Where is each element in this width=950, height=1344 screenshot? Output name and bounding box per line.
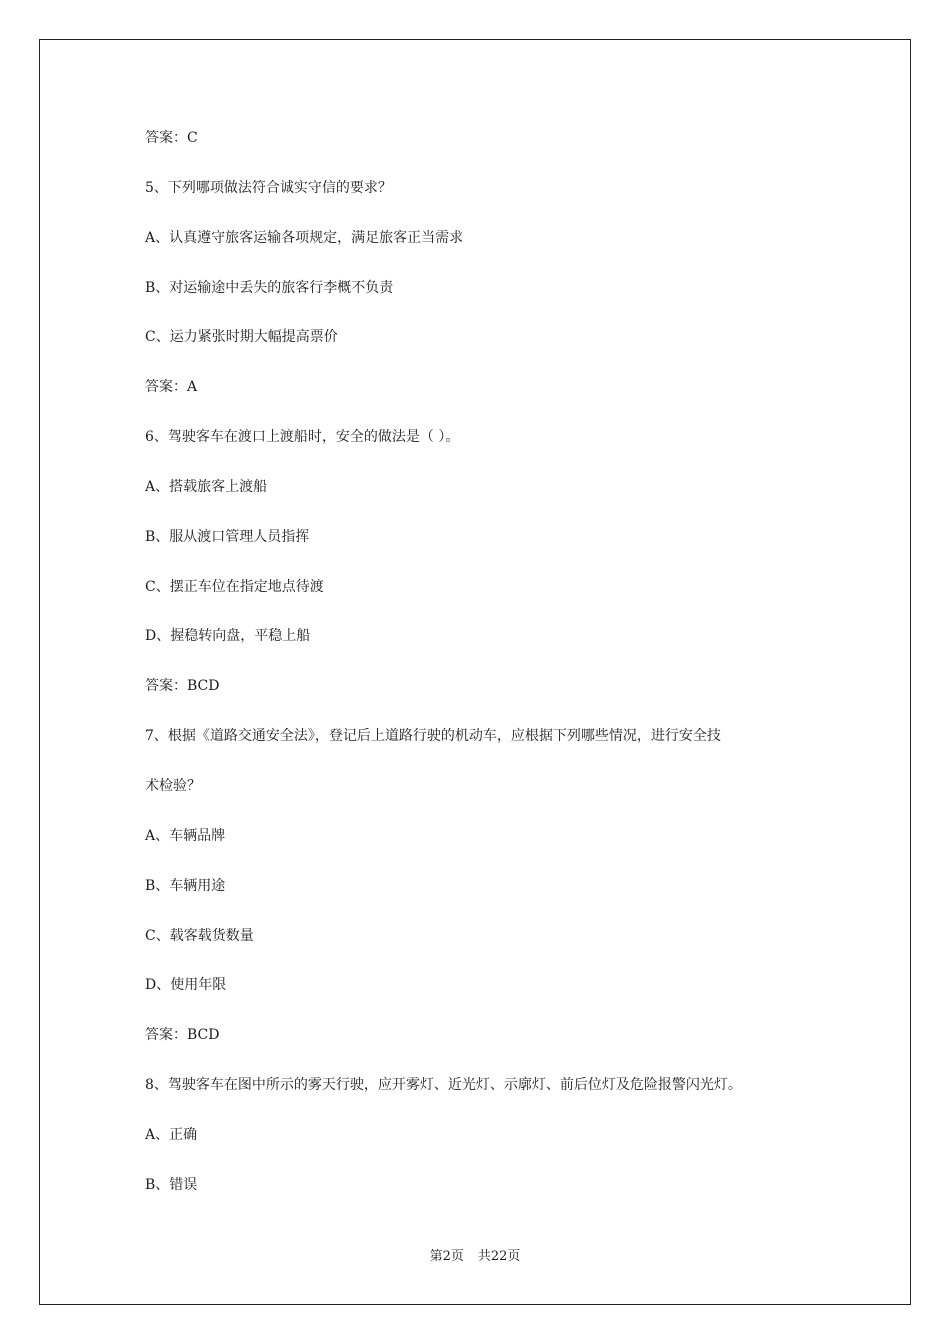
question-7-option-b: B、车辆用途 [145,877,226,894]
question-7-option-d: D、使用年限 [145,977,227,994]
question-7: 7、根据《道路交通安全法》，登记后上道路行驶的机动车，应根据下列哪些情况，进行安全技 [145,728,721,745]
question-6: 6、驾驶客车在渡口上渡船时，安全的做法是（ ）。 [145,429,460,446]
question-7-option-c: C、载客载货数量 [145,927,254,944]
document-body [145,128,825,1225]
question-8: 8、驾驶客车在图中所示的雾天行驶，应开雾灯、近光灯、示廓灯、前后位灯及危险报警闪光灯。 [145,1077,742,1094]
question-5-option-c: C、运力紧张时期大幅提高票价 [145,329,338,346]
question-5-option-b: B、对运输途中丢失的旅客行李概不负责 [145,279,394,296]
question-5: 5、下列哪项做法符合诚实守信的要求？ [145,179,392,196]
answer-5: 答案：A [145,379,198,396]
question-7-option-a: A、车辆品牌 [145,827,226,844]
answer-6: 答案：BCD [145,678,220,695]
page-total: 共22页 [477,1249,521,1264]
question-6-option-b: B、服从渡口管理人员指挥 [145,528,310,545]
question-6-option-d: D、握稳转向盘，平稳上船 [145,628,311,645]
page-footer [0,1248,950,1266]
question-8-option-b: B、错误 [145,1176,198,1193]
question-8-option-a: A、正确 [145,1126,198,1143]
question-6-option-a: A、搭载旅客上渡船 [145,478,268,495]
question-5-option-a: A、认真遵守旅客运输各项规定，满足旅客正当需求 [145,229,464,246]
answer-7: 答案：BCD [145,1027,220,1044]
page-number: 第2页 [429,1249,464,1264]
question-6-option-c: C、摆正车位在指定地点待渡 [145,578,324,595]
answer-4: 答案：C [145,130,198,146]
question-7-continued: 术检验？ [145,777,201,794]
